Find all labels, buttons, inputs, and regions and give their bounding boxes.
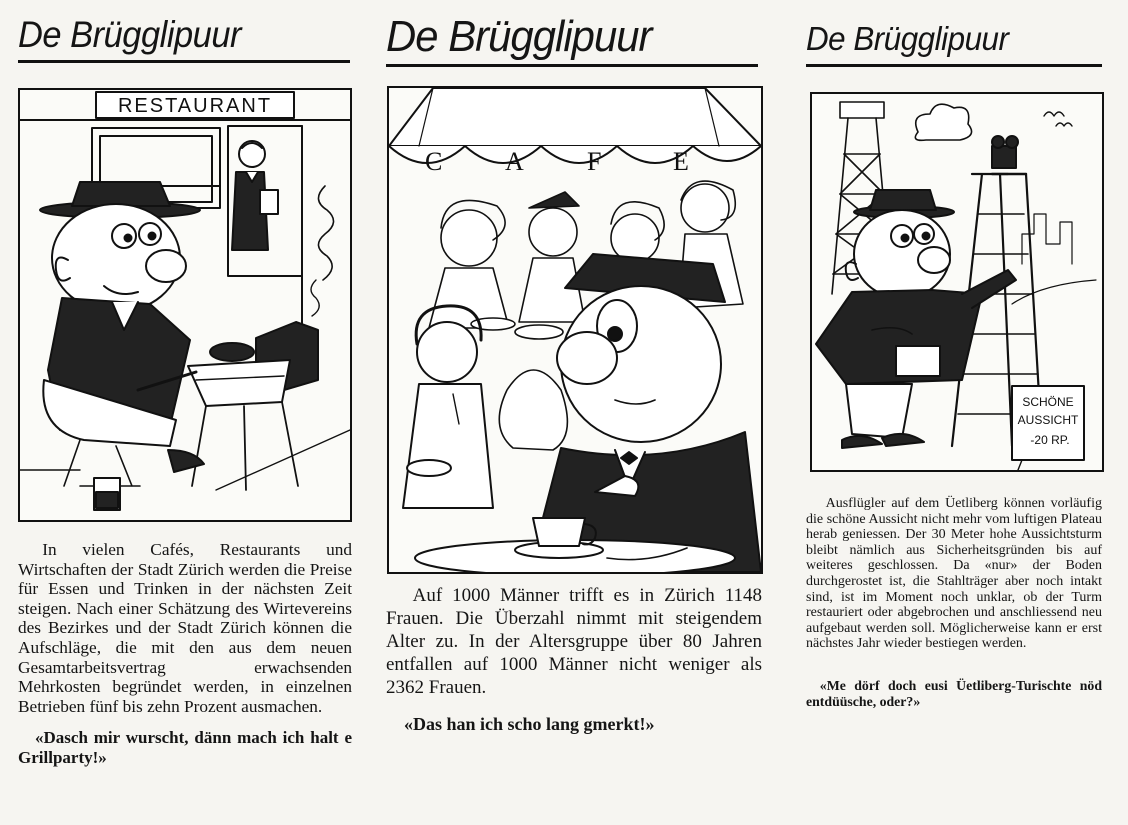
article-paragraph: Ausflügler auf dem Üetliberg können vorläufig die schöne Aussicht nicht mehr vom luftigen Plateau herab geniessen. Der 30 Meter hohe Aussichtsturm bleibt nämlich aus Sicherheitsgründen bis auf weiteres geschlossen. Da «nur» der Boden durchgerostet ist, die Stahlträger aber noch intakt sind, ist im Moment noch unklar, ob der Turm restauriert oder abgebrochen und anschliessend neu aufgebaut werden soll. Möglicherweise kann er erst nächstes Jahr wieder bestiegen werden. [806,496,1102,652]
waiter-figure [232,141,278,250]
cartoon-lookout-tower [810,92,1104,472]
title-rule [18,60,350,63]
article-text [18,540,352,768]
cartoon-quote: «Dasch mir wurscht, dänn mach ich halt e Grillparty!» [18,728,352,768]
man-figure [40,182,204,486]
cartoon-cafe-women [387,86,763,574]
sign-line-3: -20 RP. [1030,433,1070,447]
restaurant-sign: RESTAURANT [117,95,273,117]
cartoon-grill-party [18,88,352,522]
strip-uetliberg [806,0,1106,709]
cartoon-quote: «Me dörf doch eusi Üetliberg-Turischte nöd entdüüsche, oder?» [806,677,1102,709]
cafe-letter-e: E [673,147,689,176]
title-rule [386,64,758,67]
strip-title: De Brügglipuur [18,14,242,55]
cartoon-quote: «Das han ich scho lang gmerkt!» [404,714,655,734]
price-sign [1012,386,1084,470]
sign-line-2: AUSSICHT [1017,413,1079,427]
sign-line-1: SCHÖNE [1022,395,1074,409]
title-rule [806,64,1102,67]
strip-restaurant [18,0,352,768]
man-figure [816,190,1016,448]
article-text [806,496,1102,710]
cafe-letter-c: C [425,147,443,176]
strip-title: De Brügglipuur [386,12,652,61]
cafe-letter-f: F [587,147,602,176]
article-paragraph: In vielen Cafés, Restaurants und Wirtschaften der Stadt Zürich werden die Preise für Essen und Trinken in der nächsten Zeit steigen. Nach einer Schätzung des Wirtevereins des Bezirkes und der Stadt Zürich können die Aufschläge, die mit den aus dem neuen Gesamtarbeitsvertrag erwachsenden Mehrkosten begründet werden, in einzelnen Betrieben fünf bis zehn Prozent ausmachen. [18,540,352,716]
article-text [386,584,762,736]
cafe-letter-a: A [505,147,524,176]
cafe-awning [389,88,761,176]
strip-title: De Brügglipuur [806,20,1009,57]
article-paragraph: Auf 1000 Männer trifft es in Zürich 1148 Frauen. Die Überzahl nimmt mit steigendem Alter zu. In der Altersgruppe über 80 Jahren entfallen auf 1000 Männer nicht weniger als 2362 Frauen. [386,585,762,698]
grill [188,322,318,490]
curly-hair-woman [403,306,493,508]
strip-cafe [386,0,762,734]
